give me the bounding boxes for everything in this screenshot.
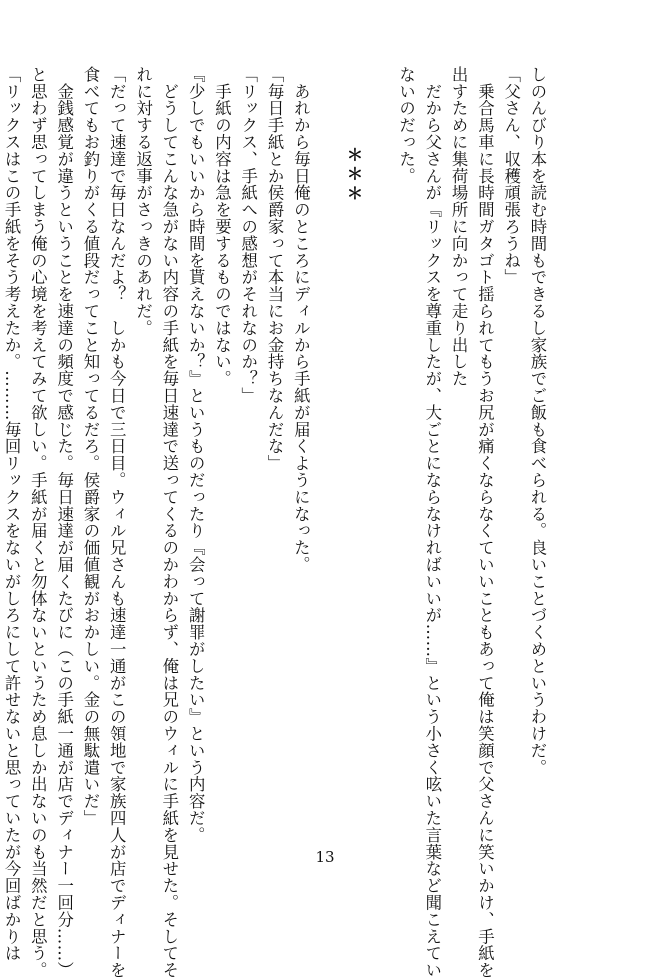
text-line: あれから毎日俺のところにディルから手紙が届くようになった。 [291,66,311,573]
text-line: 乗合馬車に長時間ガタゴト揺られてもうお尻が痛くならなくていいこともあって俺は笑顔で父さんに笑いかけ、手紙を [475,66,495,979]
text-line: 「毎日手紙とか侯爵家って本当にお金持ちなんだな」 [265,66,285,472]
text-line: だから父さんが『リックスを尊重したが、大ごとにならなければいいが……』という小さく呟いた言葉など聞こえてい [422,66,442,979]
text-line: 食べてもお釣りがくる値段だってこと知ってるだろ。侯爵家の価値観がおかしい。金の無駄遣いだ」 [80,66,100,827]
text-line: れに対する返事がさっきのあれだ。 [133,66,153,337]
blank-line [366,66,392,786]
text-line: ないのだった。 [396,66,416,185]
text-line: しのんびり本を読む時間もできるし家族でご飯も食べられる。良いことづくめというわけだ。 [528,66,547,776]
text-line: 「リックス、手紙への感想がそれなのか？」 [238,66,258,404]
text-line: 手紙の内容は急を要するものではない。 [212,66,232,388]
section-break-asterisks: ＊＊＊ [343,146,363,205]
blank-line [313,66,339,786]
text-line: と思わず思ってしまう俺の心境を考えてみて欲しい。手紙が届くと勿体ないというため息しか出ないのも当然だと思う。 [28,66,48,979]
text-line: どうしてこんな急がない内容の手紙を毎日速達で送ってくるのかわからず、俺は兄のウィルに手紙を見せた。そしてそ [159,66,179,979]
text-line: 出すために集荷場所に向かって走り出した [449,66,469,388]
text-line: 「リックスはこの手紙をそう考えたか。………毎回リックスをないがしろにして許せないと思っていたが今回ばかりは [2,66,22,962]
text-line: 金銭感覚が違うということを速達の頻度で感じた。毎日速達が届くたびに（この手紙一通が店でディナー一回分……） [54,66,74,979]
text-line: 「父さん、収穫頑張ろうね」 [501,66,521,286]
page-number: 13 [315,848,335,866]
text-line: 「だって速達で毎日なんだよ？ しかも今日で三日目。ウィル兄さんも速達一通がこの領地で家族四人が店でディナーを [107,66,127,979]
text-line: 『少しでもいいから時間を貰えないか？』というものだったり『会って謝罪がしたい』という内容だ。 [186,66,206,844]
